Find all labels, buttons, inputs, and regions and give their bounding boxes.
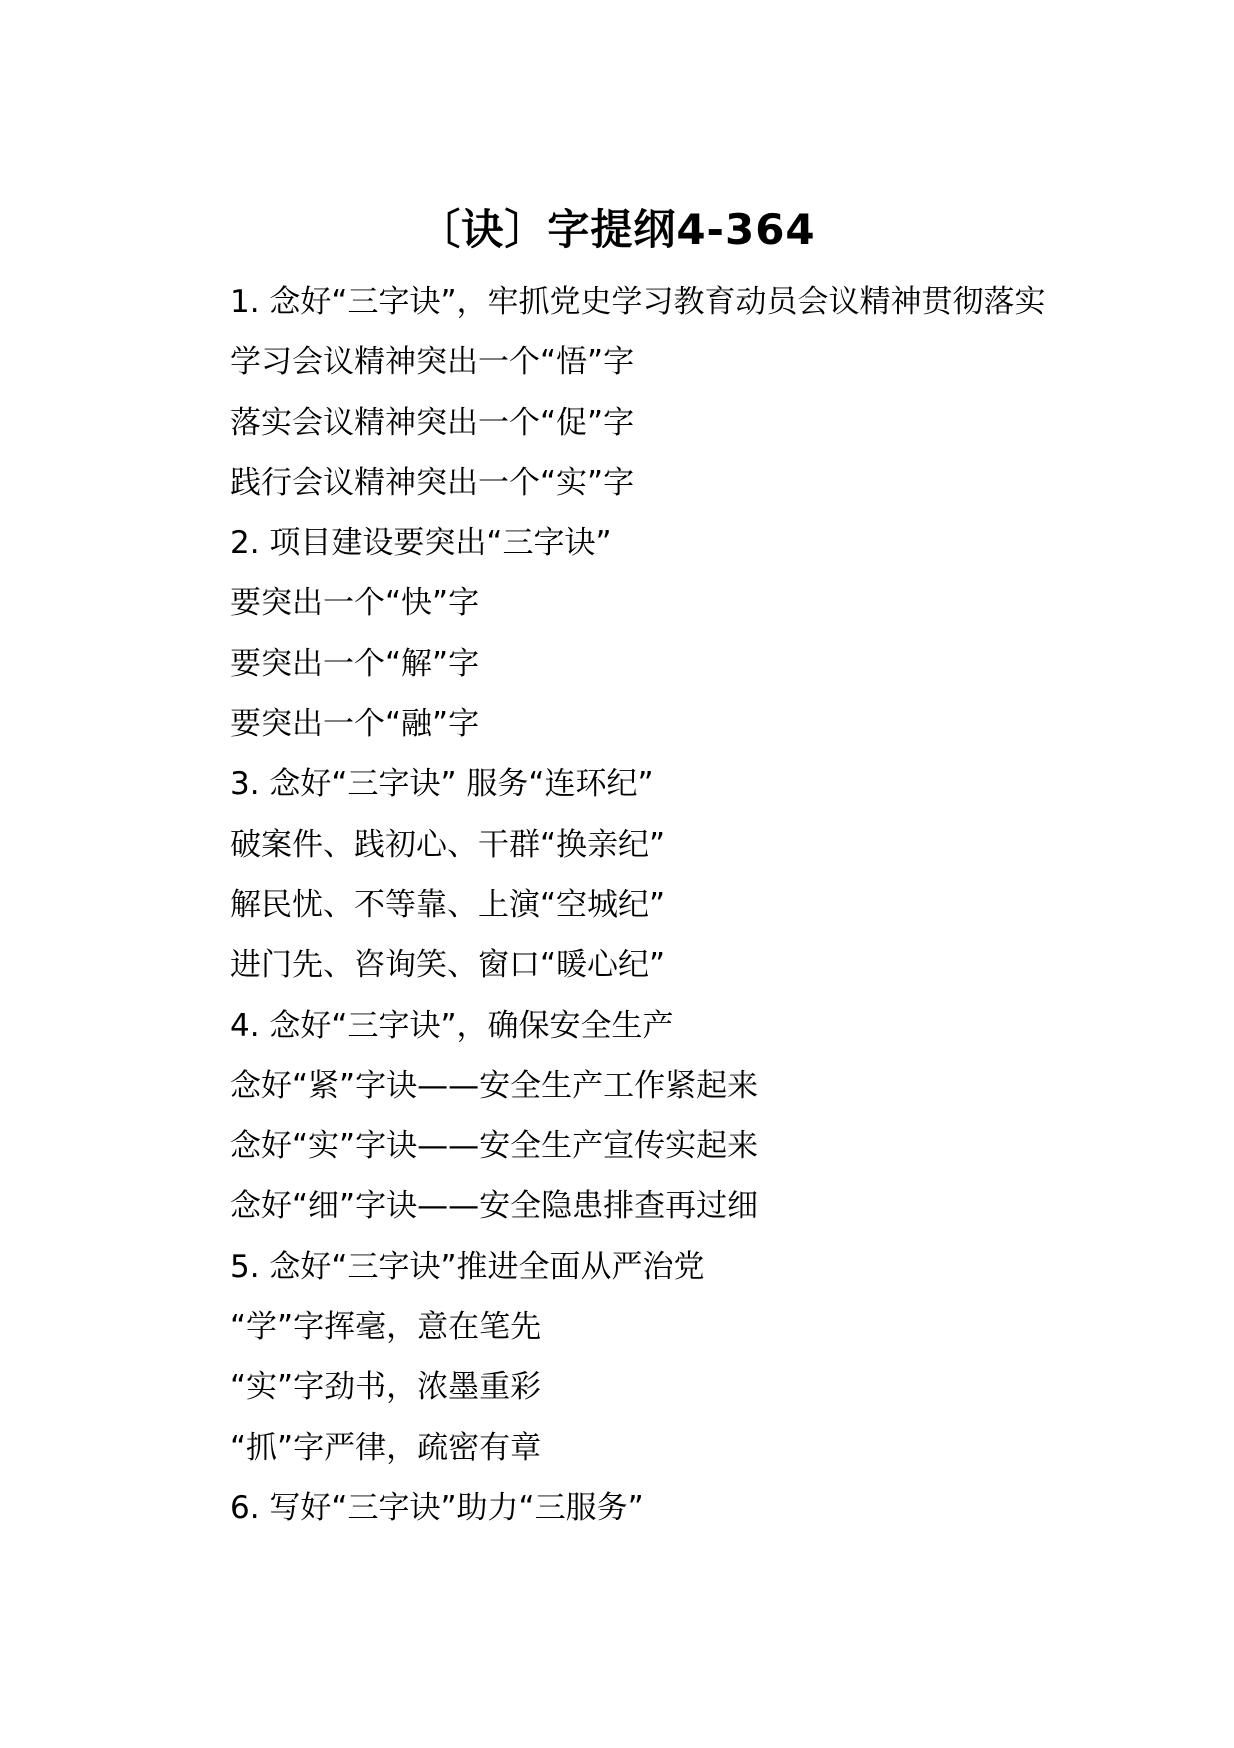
heading-4: 4. 念好“三字诀”，确保安全生产 (230, 1007, 674, 1044)
item-3-2: 解民忧、不等靠、上演“空城纪” (230, 886, 666, 923)
document-title: 〔诀〕字提纲4-364 (418, 205, 816, 254)
heading-3: 3. 念好“三字诀” 服务“连环纪” (230, 766, 654, 803)
item-4-3: 念好“细”字诀——安全隐患排查再过细 (230, 1188, 759, 1225)
item-1-2: 落实会议精神突出一个“促”字 (230, 404, 635, 441)
item-5-3: “抓”字严律，疏密有章 (230, 1429, 542, 1466)
item-3-1: 破案件、践初心、干群“换亲纪” (230, 826, 666, 863)
item-3-3: 进门先、咨询笑、窗口“暖心纪” (230, 947, 666, 984)
item-1-1: 学习会议精神突出一个“悟”字 (230, 344, 635, 381)
item-1-3: 践行会议精神突出一个“实”字 (230, 464, 635, 501)
item-2-1: 要突出一个“快”字 (230, 585, 480, 622)
item-4-1: 念好“紧”字诀——安全生产工作紧起来 (230, 1067, 759, 1104)
item-2-2: 要突出一个“解”字 (230, 645, 480, 682)
heading-5: 5. 念好“三字诀”推进全面从严治党 (230, 1248, 705, 1285)
item-2-3: 要突出一个“融”字 (230, 706, 480, 743)
item-5-2: “实”字劲书，浓墨重彩 (230, 1369, 542, 1406)
heading-2: 2. 项目建设要突出“三字诀” (230, 525, 612, 562)
item-4-2: 念好“实”字诀——安全生产宣传实起来 (230, 1128, 759, 1165)
heading-1: 1. 念好“三字诀”，牢抓党史学习教育动员会议精神贯彻落实 (230, 284, 1046, 320)
item-5-1: “学”字挥毫，意在笔先 (230, 1309, 542, 1346)
document-body (164, 272, 1114, 1538)
heading-6: 6. 写好“三字诀”助力“三服务” (230, 1489, 644, 1526)
